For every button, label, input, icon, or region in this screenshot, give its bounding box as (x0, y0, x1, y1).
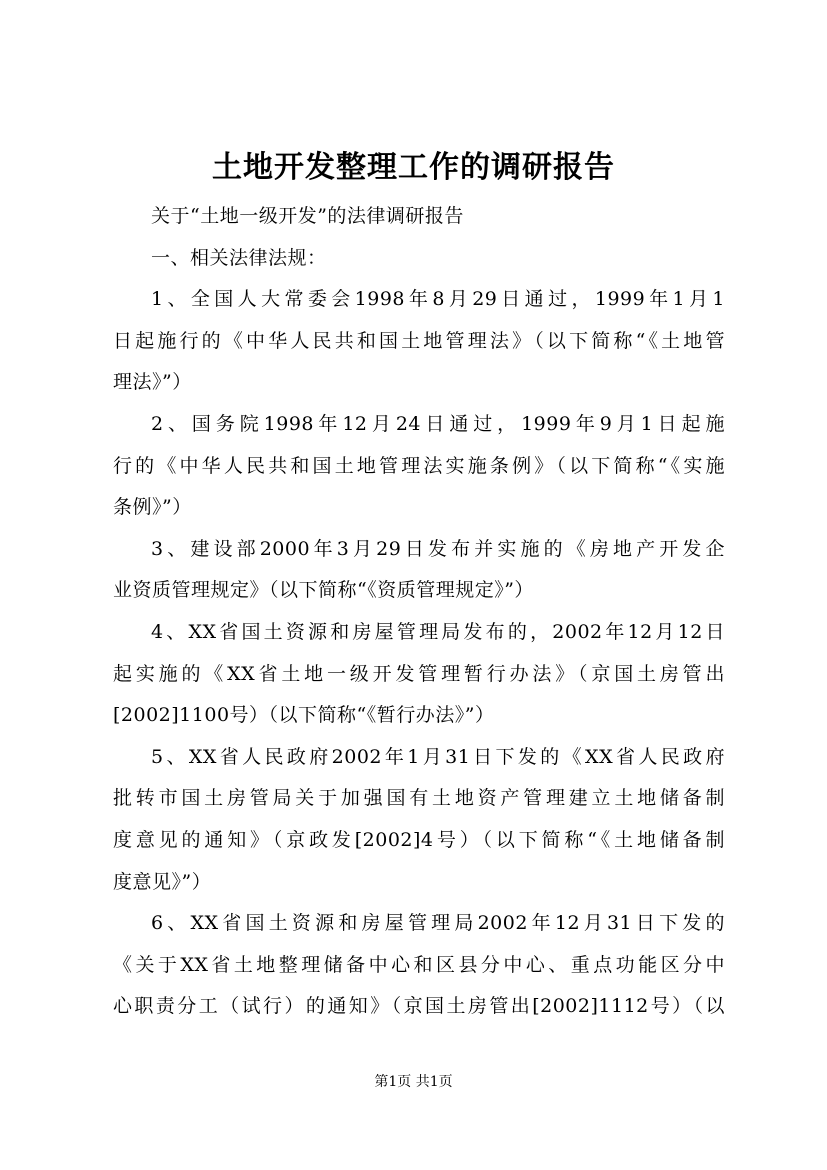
section-heading: 一、相关法律法规： (151, 246, 327, 269)
paragraph-line: 5、XX省人民政府2002年1月31日下发的《XX省人民政府 (151, 745, 725, 768)
subtitle-line: 关于“土地一级开发”的法律调研报告 (151, 205, 464, 227)
paragraph-line: 《关于XX省土地整理储备中心和区县分中心、重点功能区分中 (113, 953, 725, 976)
paragraph-line: 1、全国人大常委会1998年8月29日通过，1999年1月1 (151, 288, 725, 311)
paragraph-line: 理法》”） (113, 371, 192, 394)
paragraph-line: 度意见》”） (113, 870, 212, 893)
paragraph-line: 心职责分工（试行）的通知》（京国土房管出[2002]1112号）（以 (113, 995, 725, 1018)
paragraph-line: 批转市国土房管局关于加强国有土地资产管理建立土地储备制 (113, 787, 725, 810)
paragraph-line: 起实施的《XX省土地一级开发管理暂行办法》（京国土房管出 (113, 662, 725, 685)
page-footer: 第1页 共1页 (374, 1074, 453, 1090)
paragraph-line: 日起施行的《中华人民共和国土地管理法》（以下简称“《土地管 (113, 329, 725, 352)
paragraph-line: [2002]1100号）（以下简称“《暂行办法》”） (113, 704, 495, 727)
paragraph-line: 业资质管理规定》（以下简称“《资质管理规定》”） (113, 579, 534, 602)
document-body (113, 196, 725, 1028)
paragraph-line: 6、XX省国土资源和房屋管理局2002年12月31日下发的 (151, 912, 725, 935)
paragraph-line: 行的《中华人民共和国土地管理法实施条例》（以下简称“《实施 (113, 454, 725, 477)
paragraph-line: 2、国务院1998年12月24日通过，1999年9月1日起施 (151, 412, 725, 435)
paragraph-line: 4、XX省国土资源和房屋管理局发布的，2002年12月12日 (151, 620, 725, 643)
paragraph-line: 条例》”） (113, 496, 192, 519)
document-title: 土地开发整理工作的调研报告 (212, 150, 615, 185)
paragraph-line: 度意见的通知》（京政发[2002]4号）（以下简称“《土地储备制 (113, 828, 725, 851)
paragraph-line: 3、建设部2000年3月29日发布并实施的《房地产开发企 (151, 537, 725, 560)
